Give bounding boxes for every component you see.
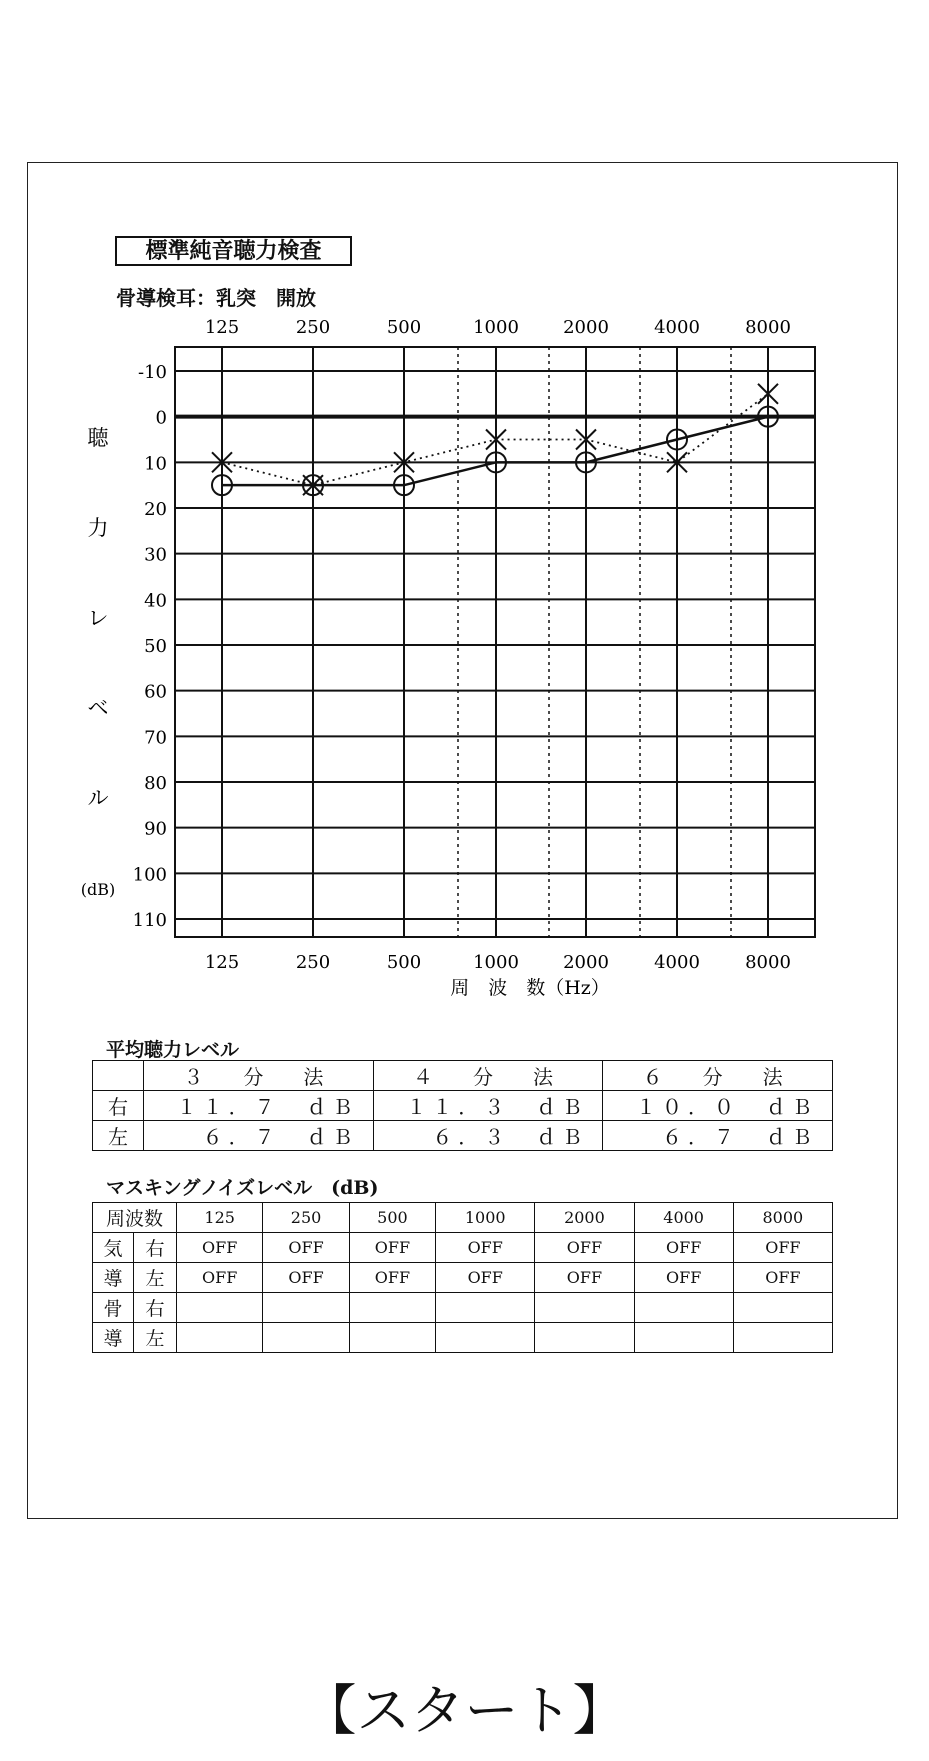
x-tick-label: 250 xyxy=(295,952,331,973)
x-tick-label: 2000 xyxy=(563,952,609,973)
air-left-1000: OFF xyxy=(436,1263,535,1293)
x-tick-label-top: 8000 xyxy=(745,317,791,338)
bone-label-bottom: 導 xyxy=(93,1323,134,1353)
x-tick-label: 1000 xyxy=(473,952,519,973)
table-corner xyxy=(93,1061,144,1091)
air-left-4000: OFF xyxy=(634,1263,733,1293)
bone-left-2000 xyxy=(535,1323,634,1353)
y-axis-label: レ xyxy=(87,606,109,630)
air-right-4000: OFF xyxy=(634,1233,733,1263)
y-tick-label: 100 xyxy=(132,864,167,886)
circle-marker xyxy=(758,407,778,427)
x-axis-label: 周 波 数（Hz） xyxy=(450,977,610,999)
x-tick-label-top: 500 xyxy=(386,317,422,338)
right-6: １０．０ ｄＢ xyxy=(603,1091,833,1121)
bone-right-500 xyxy=(349,1293,435,1323)
freq-250: 250 xyxy=(263,1203,349,1233)
circle-marker xyxy=(212,475,232,495)
bone-left-500 xyxy=(349,1323,435,1353)
y-tick-label: 60 xyxy=(144,681,167,703)
air-right-500: OFF xyxy=(349,1233,435,1263)
freq-500: 500 xyxy=(349,1203,435,1233)
bone-right-8000 xyxy=(733,1293,832,1323)
x-tick-label-top: 2000 xyxy=(563,317,609,338)
x-tick-label: 8000 xyxy=(745,952,791,973)
bone-right-125 xyxy=(177,1293,263,1323)
method-4: ４ 分 法 xyxy=(373,1061,603,1091)
y-tick-label: 0 xyxy=(155,407,167,429)
y-tick-label: 90 xyxy=(144,818,167,840)
air-left-8000: OFF xyxy=(733,1263,832,1293)
air-left-2000: OFF xyxy=(535,1263,634,1293)
row-label-left: 左 xyxy=(93,1121,144,1151)
x-tick-label-top: 1000 xyxy=(473,317,519,338)
freq-4000: 4000 xyxy=(634,1203,733,1233)
page-title: 標準純音聴力検査 xyxy=(115,236,352,266)
right-4: １１．３ ｄＢ xyxy=(373,1091,603,1121)
air-left-500: OFF xyxy=(349,1263,435,1293)
freq-125: 125 xyxy=(177,1203,263,1233)
bone-right-1000 xyxy=(436,1293,535,1323)
y-tick-label: 110 xyxy=(132,910,167,931)
y-tick-label: 20 xyxy=(144,499,167,520)
bone-left-125 xyxy=(177,1323,263,1353)
y-axis-label: ベ xyxy=(87,696,109,720)
air-right-1000: OFF xyxy=(436,1233,535,1263)
average-hearing-title: 平均聴力レベル xyxy=(106,1039,240,1061)
air-right-label: 右 xyxy=(134,1233,177,1263)
x-tick-label: 4000 xyxy=(654,952,700,973)
start-label: 【スタート】 xyxy=(302,1679,627,1742)
y-tick-label: 70 xyxy=(144,727,167,749)
air-left-250: OFF xyxy=(263,1263,349,1293)
bone-left-4000 xyxy=(634,1323,733,1353)
y-tick-label: 10 xyxy=(144,453,167,475)
air-right-250: OFF xyxy=(263,1233,349,1263)
y-axis-label: (dB) xyxy=(80,880,116,899)
bone-left-label: 左 xyxy=(134,1323,177,1353)
bone-right-250 xyxy=(263,1293,349,1323)
average-hearing-table xyxy=(92,1060,833,1151)
bone-left-1000 xyxy=(436,1323,535,1353)
left-4: ６．３ ｄＢ xyxy=(373,1121,603,1151)
bone-left-8000 xyxy=(733,1323,832,1353)
masking-title: マスキングノイズレベル (dB) xyxy=(106,1177,379,1199)
bone-conduction-note: 骨導検耳：乳突 開放 xyxy=(116,286,316,310)
air-right-125: OFF xyxy=(177,1233,263,1263)
air-left-label: 左 xyxy=(134,1263,177,1293)
air-label-bottom: 導 xyxy=(93,1263,134,1293)
freq-header: 周波数 xyxy=(93,1203,177,1233)
circle-marker xyxy=(486,452,506,472)
row-label-right: 右 xyxy=(93,1091,144,1121)
circle-marker xyxy=(576,452,596,472)
bone-label-top: 骨 xyxy=(93,1293,134,1323)
freq-2000: 2000 xyxy=(535,1203,634,1233)
circle-marker xyxy=(667,430,687,450)
freq-8000: 8000 xyxy=(733,1203,832,1233)
left-3: ６．７ ｄＢ xyxy=(144,1121,374,1151)
air-left-125: OFF xyxy=(177,1263,263,1293)
bone-left-250 xyxy=(263,1323,349,1353)
y-tick-label: 30 xyxy=(144,544,167,566)
y-tick-label: -10 xyxy=(138,362,167,383)
circle-marker xyxy=(394,475,414,495)
y-axis-label: 聴 xyxy=(87,426,109,450)
method-3: ３ 分 法 xyxy=(144,1061,374,1091)
masking-table xyxy=(92,1202,833,1353)
x-tick-label: 500 xyxy=(386,952,422,973)
air-right-2000: OFF xyxy=(535,1233,634,1263)
right-3: １１．７ ｄＢ xyxy=(144,1091,374,1121)
method-6: ６ 分 法 xyxy=(603,1061,833,1091)
x-tick-label-top: 4000 xyxy=(654,317,700,338)
x-tick-label-top: 250 xyxy=(295,317,331,338)
y-tick-label: 80 xyxy=(144,773,167,794)
bone-right-2000 xyxy=(535,1293,634,1323)
bone-right-label: 右 xyxy=(134,1293,177,1323)
x-tick-label-top: 125 xyxy=(204,317,240,338)
y-tick-label: 50 xyxy=(144,636,167,657)
y-axis-label: ル xyxy=(87,786,109,810)
bone-right-4000 xyxy=(634,1293,733,1323)
air-label-top: 気 xyxy=(93,1233,134,1263)
freq-1000: 1000 xyxy=(436,1203,535,1233)
y-axis-label: 力 xyxy=(87,516,109,540)
air-right-8000: OFF xyxy=(733,1233,832,1263)
left-6: ６．７ ｄＢ xyxy=(603,1121,833,1151)
y-tick-label: 40 xyxy=(144,590,167,612)
x-tick-label: 125 xyxy=(204,952,240,973)
